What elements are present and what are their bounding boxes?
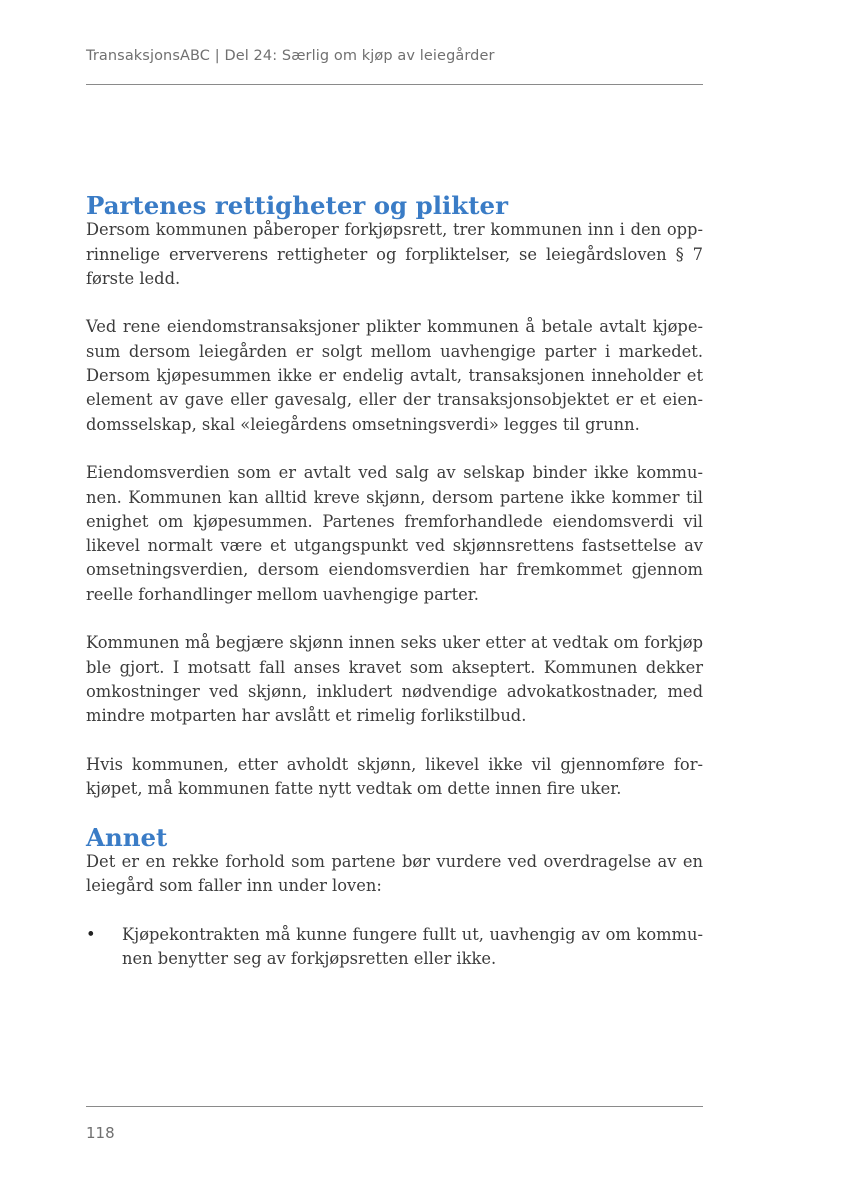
list-item-text: Kjøpekontrakten må kunne fungere fullt ut, uavhengig av om kommunen benytter seg av forkjøpsretten eller ikke. bbox=[122, 924, 703, 969]
paragraph: Ved rene eiendomstransaksjoner plikter kommunen å betale avtalt kjøpesum dersom leiegården er solgt mellom uavhengige parter i markedet. Dersom kjøpesummen ikke er endelig avtalt, transaksjonen inneholder et element av gave eller gavesalg, eller der transaksjonsobjektet er et eiendomsselskap, skal «leiegårdens omsetningsverdi» legges til grunn. bbox=[86, 317, 703, 434]
section-heading-rights: Partenes rettigheter og plikter bbox=[86, 191, 508, 220]
paragraph: Dersom kommunen påberoper forkjøpsrett, trer kommunen inn i den opprinnelige erververens rettigheter og forpliktelser, se leiegårdsloven § 7 første ledd. bbox=[86, 220, 703, 288]
header-divider bbox=[86, 84, 703, 85]
bullet-marker: • bbox=[86, 924, 96, 944]
page-number: 118 bbox=[86, 1124, 115, 1142]
footer-divider bbox=[86, 1106, 703, 1107]
paragraph: Hvis kommunen, etter avholdt skjønn, likevel ikke vil gjennomføre forkjøpet, må kommunen fatte nytt vedtak om dette innen fire uker. bbox=[86, 754, 703, 799]
paragraph: Eiendomsverdien som er avtalt ved salg av selskap binder ikke kommunen. Kommunen kan alltid kreve skjønn, dersom partene ikke kommer til enighet om kjøpesummen. Partenes fremforhandlede eiendomsverdi vil likevel normalt være et utgangspunkt ved skjønnsrettens fastsettelse av omsetningsverdien, dersom eiendomsverdien har fremkommet gjennom reelle forhandlinger mellom uavhengige parter. bbox=[86, 463, 703, 604]
list-item bbox=[86, 923, 703, 972]
paragraph: Kommunen må begjære skjønn innen seks uker etter at vedtak om forkjøp ble gjort. I motsatt fall anses kravet som akseptert. Kommunen dekker omkostninger ved skjønn, inkludert nødvendige advokatkostnader, med mindre motparten har avslått et rimelig forlikstilbud. bbox=[86, 633, 703, 726]
paragraph: Det er en rekke forhold som partene bør vurdere ved overdragelse av en leiegård som faller inn under loven: bbox=[86, 852, 703, 896]
page-body bbox=[86, 191, 703, 972]
section-heading-other: Annet bbox=[86, 822, 168, 852]
bullet-list bbox=[86, 923, 703, 972]
running-header: TransaksjonsABC | Del 24: Særlig om kjøp av leiegårder bbox=[86, 48, 495, 64]
